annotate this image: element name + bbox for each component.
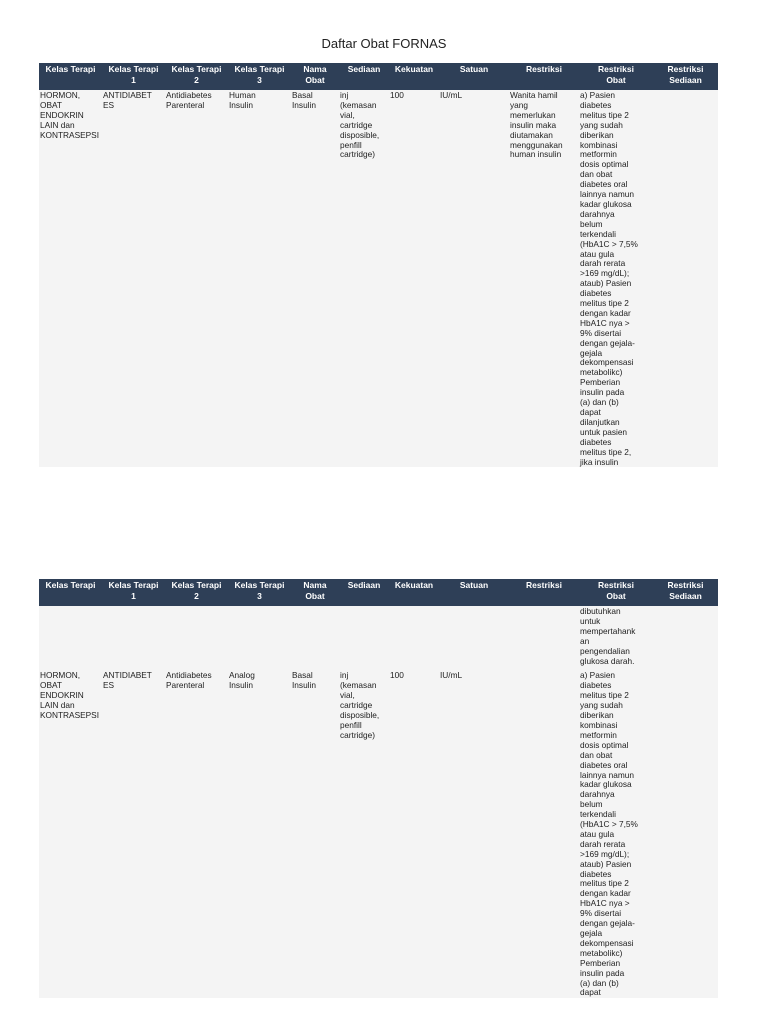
cell-kelas-terapi-2 <box>165 606 228 668</box>
drug-table-1 <box>39 63 718 467</box>
cell-restriksi <box>509 668 579 998</box>
cell-nama-obat: Basal Insulin <box>291 668 339 998</box>
cell-kelas-terapi-1: ANTIDIABET ES <box>102 90 165 467</box>
col-header-kelas-terapi-2: Kelas Terapi 2 <box>165 63 228 90</box>
col-header-restriksi-obat: Restriksi Obat <box>579 579 653 606</box>
cell-nama-obat <box>291 606 339 668</box>
table-row <box>39 668 718 998</box>
cell-kekuatan <box>389 606 439 668</box>
col-header-kelas-terapi-1: Kelas Terapi 1 <box>102 579 165 606</box>
drug-table-2 <box>39 579 718 998</box>
col-header-kelas-terapi: Kelas Terapi <box>39 63 102 90</box>
cell-kekuatan: 100 <box>389 668 439 998</box>
col-header-nama-obat: Nama Obat <box>291 579 339 606</box>
col-header-restriksi-sediaan: Restriksi Sediaan <box>653 579 718 606</box>
col-header-satuan: Satuan <box>439 63 509 90</box>
col-header-kelas-terapi-3: Kelas Terapi 3 <box>228 63 291 90</box>
cell-kelas-terapi: HORMON, OBAT ENDOKRIN LAIN dan KONTRASEPSI <box>39 668 102 998</box>
page-title: Daftar Obat FORNAS <box>321 36 447 51</box>
cell-restriksi <box>509 606 579 668</box>
col-header-restriksi-obat: Restriksi Obat <box>579 63 653 90</box>
col-header-restriksi: Restriksi <box>509 63 579 90</box>
cell-satuan <box>439 606 509 668</box>
cell-sediaan: inj (kemasan vial, cartridge disposible, penfill cartridge) <box>339 90 389 467</box>
cell-kelas-terapi: HORMON, OBAT ENDOKRIN LAIN dan KONTRASEPSI <box>39 90 102 467</box>
table-header-row <box>39 63 718 90</box>
table-row <box>39 90 718 467</box>
col-header-restriksi: Restriksi <box>509 579 579 606</box>
cell-satuan: IU/mL <box>439 668 509 998</box>
cell-kelas-terapi <box>39 606 102 668</box>
cell-restriksi-sediaan <box>653 90 718 467</box>
cell-kelas-terapi-3: Analog Insulin <box>228 668 291 998</box>
cell-kelas-terapi-3 <box>228 606 291 668</box>
col-header-kekuatan: Kekuatan <box>389 63 439 90</box>
cell-nama-obat: Basal Insulin <box>291 90 339 467</box>
col-header-kelas-terapi-1: Kelas Terapi 1 <box>102 63 165 90</box>
cell-restriksi-obat: dibutuhkan untuk mempertahank an pengendalian glukosa darah. <box>579 606 653 668</box>
col-header-kelas-terapi: Kelas Terapi <box>39 579 102 606</box>
cell-restriksi-sediaan <box>653 668 718 998</box>
cell-kelas-terapi-1 <box>102 606 165 668</box>
cell-kelas-terapi-3: Human Insulin <box>228 90 291 467</box>
cell-restriksi-obat: a) Pasien diabetes melitus tipe 2 yang sudah diberikan kombinasi metformin dosis optimal dan obat diabetes oral lainnya namun kadar glukosa darahnya belum terkendali (HbA1C > 7,5% atau gula darah rerata >169 mg/dL); ataub) Pasien diabetes melitus tipe 2 dengan kadar HbA1C nya > 9% disertai dengan gejala- gejala dekompensasi metabolikc) Pemberian insulin pada (a) dan (b) dapat <box>579 668 653 998</box>
col-header-nama-obat: Nama Obat <box>291 63 339 90</box>
col-header-kekuatan: Kekuatan <box>389 579 439 606</box>
col-header-satuan: Satuan <box>439 579 509 606</box>
col-header-kelas-terapi-3: Kelas Terapi 3 <box>228 579 291 606</box>
cell-kelas-terapi-2: Antidiabetes Parenteral <box>165 668 228 998</box>
cell-satuan: IU/mL <box>439 90 509 467</box>
cell-kekuatan: 100 <box>389 90 439 467</box>
col-header-kelas-terapi-2: Kelas Terapi 2 <box>165 579 228 606</box>
table-header-row <box>39 579 718 606</box>
cell-sediaan: inj (kemasan vial, cartridge disposible, penfill cartridge) <box>339 668 389 998</box>
cell-kelas-terapi-1: ANTIDIABET ES <box>102 668 165 998</box>
col-header-restriksi-sediaan: Restriksi Sediaan <box>653 63 718 90</box>
col-header-sediaan: Sediaan <box>339 63 389 90</box>
cell-restriksi-sediaan <box>653 606 718 668</box>
cell-restriksi-obat: a) Pasien diabetes melitus tipe 2 yang sudah diberikan kombinasi metformin dosis optimal dan obat diabetes oral lainnya namun kadar glukosa darahnya belum terkendali (HbA1C > 7,5% atau gula darah rerata >169 mg/dL); ataub) Pasien diabetes melitus tipe 2 dengan kadar HbA1C nya > 9% disertai dengan gejala- gejala dekompensasi metabolikc) Pemberian insulin pada (a) dan (b) dapat dilanjutkan untuk pasien diabetes melitus tipe 2, jika insulin <box>579 90 653 467</box>
cell-restriksi: Wanita hamil yang memerlukan insulin maka diutamakan menggunakan human insulin <box>509 90 579 467</box>
table-row-continuation <box>39 606 718 668</box>
col-header-sediaan: Sediaan <box>339 579 389 606</box>
cell-kelas-terapi-2: Antidiabetes Parenteral <box>165 90 228 467</box>
cell-sediaan <box>339 606 389 668</box>
